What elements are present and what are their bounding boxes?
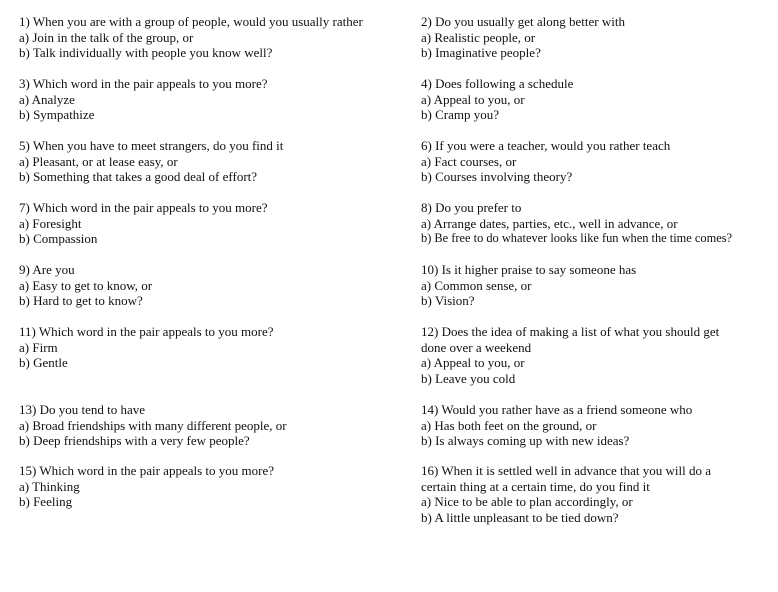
question-prompt: 9) Are you: [19, 262, 75, 277]
question-13: [19, 402, 394, 449]
option-b: b) Feeling: [19, 494, 73, 509]
question-1: [19, 14, 394, 61]
question-7: [19, 200, 394, 247]
option-a: a) Arrange dates, parties, etc., well in advance, or: [421, 215, 678, 231]
question-4: [421, 76, 771, 123]
option-b: b) Something that takes a good deal of effort?: [19, 169, 258, 184]
question-prompt: 15) Which word in the pair appeals to you more?: [19, 463, 274, 478]
option-b: b) Compassion: [19, 231, 98, 246]
option-b: b) Deep friendships with a very few people?: [19, 433, 250, 448]
question-9: [19, 262, 394, 309]
question-prompt: 10) Is it higher praise to say someone has: [421, 262, 637, 277]
option-b: b) Courses involving theory?: [421, 169, 573, 184]
option-a: a) Analyze: [19, 91, 75, 107]
question-prompt: 5) When you have to meet strangers, do you find it: [19, 138, 284, 153]
option-a: a) Broad friendships with many different people, or: [19, 417, 287, 433]
question-prompt: 3) Which word in the pair appeals to you more?: [19, 76, 268, 91]
option-a: a) Firm: [19, 339, 58, 355]
option-b: b) Vision?: [421, 293, 475, 308]
option-a: a) Fact courses, or: [421, 153, 517, 169]
option-b: b) Imaginative people?: [421, 45, 541, 60]
option-a: a) Join in the talk of the group, or: [19, 29, 194, 45]
question-10: [421, 262, 771, 309]
option-a: a) Foresight: [19, 215, 82, 231]
question-prompt-continued: done over a weekend: [421, 339, 532, 355]
question-8: [421, 200, 771, 247]
option-b: b) A little unpleasant to be tied down?: [421, 509, 619, 525]
option-b: b) Cramp you?: [421, 107, 499, 122]
question-prompt: 6) If you were a teacher, would you rather teach: [421, 138, 671, 153]
option-a: a) Easy to get to know, or: [19, 277, 153, 293]
option-a: a) Thinking: [19, 478, 80, 494]
question-prompt: 7) Which word in the pair appeals to you more?: [19, 200, 268, 215]
question-prompt: 2) Do you usually get along better with: [421, 14, 625, 29]
question-15: [19, 463, 394, 510]
option-a: a) Nice to be able to plan accordingly, or: [421, 494, 633, 509]
option-a: a) Pleasant, or at lease easy, or: [19, 153, 178, 169]
question-11: [19, 324, 394, 371]
question-prompt: 16) When it is settled well in advance that you will do a: [421, 463, 712, 478]
question-16: [421, 463, 771, 525]
option-b: b) Talk individually with people you know well?: [19, 45, 273, 60]
question-prompt: 11) Which word in the pair appeals to you more?: [19, 324, 274, 339]
question-5: [19, 138, 394, 185]
option-a: a) Appeal to you, or: [421, 91, 525, 107]
option-a: a) Has both feet on the ground, or: [421, 417, 597, 433]
question-prompt: 1) When you are with a group of people, would you usually rather: [19, 14, 363, 29]
question-prompt: 14) Would you rather have as a friend someone who: [421, 402, 693, 417]
question-14: [421, 402, 771, 449]
option-b: b) Sympathize: [19, 107, 95, 122]
question-prompt-continued: certain thing at a certain time, do you find it: [421, 478, 650, 494]
question-prompt: 8) Do you prefer to: [421, 200, 522, 215]
option-a: a) Realistic people, or: [421, 29, 536, 45]
option-a: a) Appeal to you, or: [421, 355, 525, 370]
option-b: b) Is always coming up with new ideas?: [421, 433, 630, 448]
question-12: [421, 324, 771, 386]
question-prompt: 12) Does the idea of making a list of what you should get: [421, 324, 720, 339]
question-prompt: 13) Do you tend to have: [19, 402, 146, 417]
question-3: [19, 76, 394, 123]
option-b: b) Hard to get to know?: [19, 293, 143, 308]
question-prompt: 4) Does following a schedule: [421, 76, 574, 91]
question-6: [421, 138, 771, 185]
option-b: b) Gentle: [19, 355, 68, 370]
option-b: b) Leave you cold: [421, 370, 516, 386]
option-a: a) Common sense, or: [421, 277, 532, 293]
option-b: b) Be free to do whatever looks like fun when the time comes?: [421, 231, 733, 245]
question-2: [421, 14, 771, 61]
